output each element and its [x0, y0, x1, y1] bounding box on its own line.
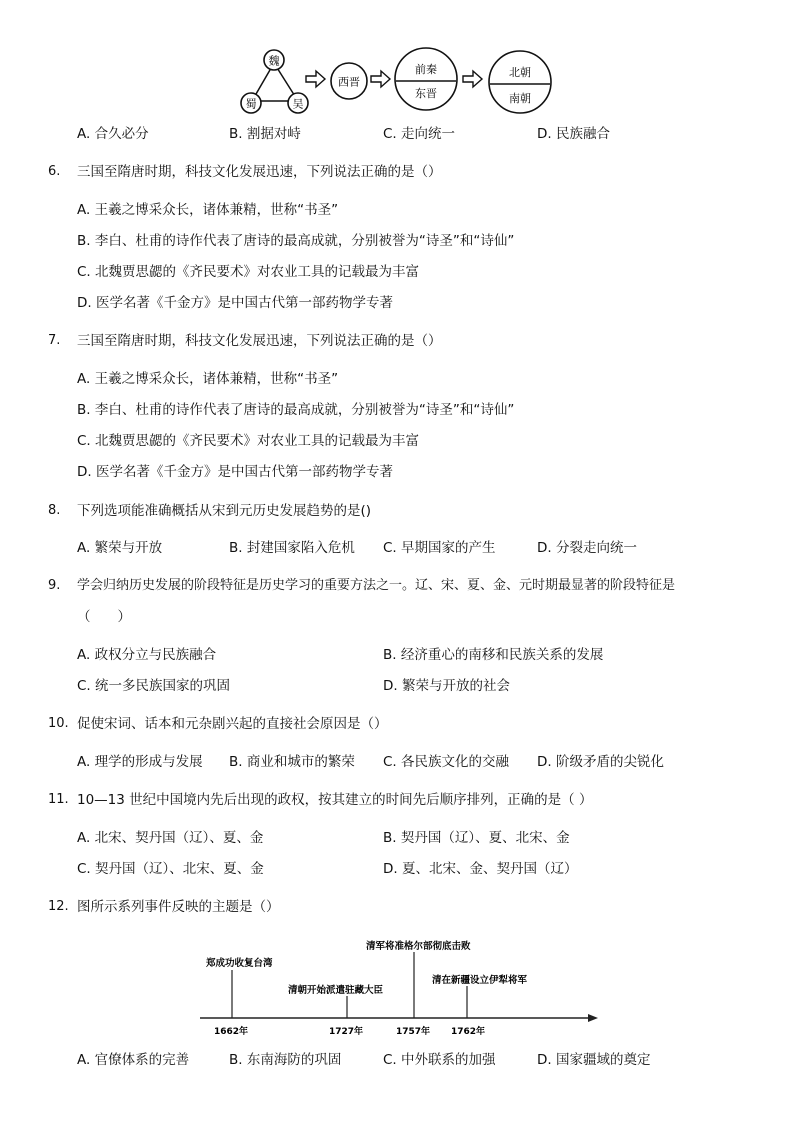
- event-year-1662: 1662年: [214, 1027, 249, 1037]
- q9-option-b[interactable]: B. 经济重心的南移和民族关系的发展: [383, 647, 604, 663]
- q11-option-b[interactable]: B. 契丹国（辽）、夏、北宋、金: [383, 830, 570, 846]
- event-year-1757: 1757年: [396, 1027, 431, 1037]
- event-label-1757: 清军将准格尔部彻底击败: [366, 941, 471, 952]
- node-wu: 吴: [292, 97, 304, 111]
- q7-number: 7.: [48, 333, 61, 348]
- event-year-1762: 1762年: [451, 1027, 486, 1037]
- q8-stem: 下列选项能准确概括从宋到元历史发展趋势的是(): [77, 503, 372, 519]
- node-dongjin: 东晋: [415, 87, 437, 100]
- q8-option-d[interactable]: D. 分裂走向统一: [537, 540, 637, 556]
- q12-option-d[interactable]: D. 国家疆域的奠定: [537, 1052, 651, 1068]
- q10-stem: 促使宋词、话本和元杂剧兴起的直接社会原因是（）: [77, 716, 388, 732]
- q7-option-c[interactable]: C. 北魏贾思勰的《齐民要术》对农业工具的记载最为丰富: [77, 433, 420, 449]
- q5-option-d[interactable]: D. 民族融合: [537, 126, 610, 142]
- q7-option-b[interactable]: B. 李白、杜甫的诗作代表了唐诗的最高成就，分别被誉为“诗圣”和“诗仙”: [77, 402, 515, 418]
- q10-option-c[interactable]: C. 各民族文化的交融: [383, 754, 510, 770]
- q12-stem: 图所示系列事件反映的主题是（）: [77, 899, 280, 915]
- q10-option-b[interactable]: B. 商业和城市的繁荣: [229, 754, 355, 770]
- q6-stem: 三国至隋唐时期，科技文化发展迅速，下列说法正确的是（）: [77, 164, 442, 180]
- q12-option-b[interactable]: B. 东南海防的巩固: [229, 1052, 342, 1068]
- q6-option-b[interactable]: B. 李白、杜甫的诗作代表了唐诗的最高成就，分别被誉为“诗圣”和“诗仙”: [77, 233, 515, 249]
- event-label-1762: 清在新疆设立伊犁将军: [432, 975, 528, 986]
- arrow-icon: [463, 71, 482, 87]
- q10-number: 10.: [48, 716, 69, 731]
- q10-option-a[interactable]: A. 理学的形成与发展: [77, 754, 203, 770]
- q12-number: 12.: [48, 899, 69, 914]
- q11-option-c[interactable]: C. 契丹国（辽）、北宋、夏、金: [77, 861, 264, 877]
- q7-option-a[interactable]: A. 王羲之博采众长，诸体兼精，世称“书圣”: [77, 371, 339, 387]
- q9-stem: 学会归纳历史发展的阶段特征是历史学习的重要方法之一。辽、宋、夏、金、元时期最显著的阶段特征是: [77, 578, 676, 593]
- event-label-1727: 清朝开始派遣驻藏大臣: [288, 985, 384, 996]
- q6-option-c[interactable]: C. 北魏贾思勰的《齐民要术》对农业工具的记载最为丰富: [77, 264, 420, 280]
- q7-stem: 三国至隋唐时期，科技文化发展迅速，下列说法正确的是（）: [77, 333, 442, 349]
- q8-option-b[interactable]: B. 封建国家陷入危机: [229, 540, 355, 556]
- q6-option-a[interactable]: A. 王羲之博采众长，诸体兼精，世称“书圣”: [77, 202, 339, 218]
- q12-option-a[interactable]: A. 官僚体系的完善: [77, 1052, 190, 1068]
- q8-number: 8.: [48, 503, 61, 518]
- node-nanchao: 南朝: [509, 92, 531, 105]
- q11-number: 11.: [48, 792, 69, 807]
- q6-number: 6.: [48, 164, 61, 179]
- q7-option-d[interactable]: D. 医学名著《千金方》是中国古代第一部药物学专著: [77, 464, 393, 480]
- q9-option-a[interactable]: A. 政权分立与民族融合: [77, 647, 217, 663]
- q9-option-c[interactable]: C. 统一多民族国家的巩固: [77, 678, 231, 694]
- q11-stem: 10—13 世纪中国境内先后出现的政权，按其建立的时间先后顺序排列，正确的是（ ）: [77, 792, 593, 808]
- q9-stem-bracket: （ ）: [77, 609, 131, 625]
- q5-option-c[interactable]: C. 走向统一: [383, 126, 456, 142]
- arrow-icon: [306, 71, 325, 87]
- node-beichao: 北朝: [509, 66, 531, 79]
- q12-option-c[interactable]: C. 中外联系的加强: [383, 1052, 496, 1068]
- q9-option-d[interactable]: D. 繁荣与开放的社会: [383, 678, 510, 694]
- event-year-1727: 1727年: [329, 1027, 364, 1037]
- q6-option-d[interactable]: D. 医学名著《千金方》是中国古代第一部药物学专著: [77, 295, 393, 311]
- dynasty-flow-diagram: [230, 46, 560, 124]
- q11-option-d[interactable]: D. 夏、北宋、金、契丹国（辽）: [383, 861, 578, 877]
- node-shu: 蜀: [245, 97, 257, 111]
- arrow-icon: [371, 71, 390, 87]
- q11-option-a[interactable]: A. 北宋、契丹国（辽）、夏、金: [77, 830, 264, 846]
- node-xijin: 西晋: [338, 75, 360, 89]
- q8-option-a[interactable]: A. 繁荣与开放: [77, 540, 163, 556]
- node-wei: 魏: [268, 54, 280, 68]
- q12-timeline: [196, 930, 606, 1040]
- q5-option-b[interactable]: B. 割据对峙: [229, 126, 301, 142]
- q9-number: 9.: [48, 578, 61, 593]
- q10-option-d[interactable]: D. 阶级矛盾的尖锐化: [537, 754, 664, 770]
- event-label-1662: 郑成功收复台湾: [206, 958, 273, 969]
- node-qianqin: 前秦: [415, 63, 437, 76]
- q8-option-c[interactable]: C. 早期国家的产生: [383, 540, 496, 556]
- q5-option-a[interactable]: A. 合久必分: [77, 126, 149, 142]
